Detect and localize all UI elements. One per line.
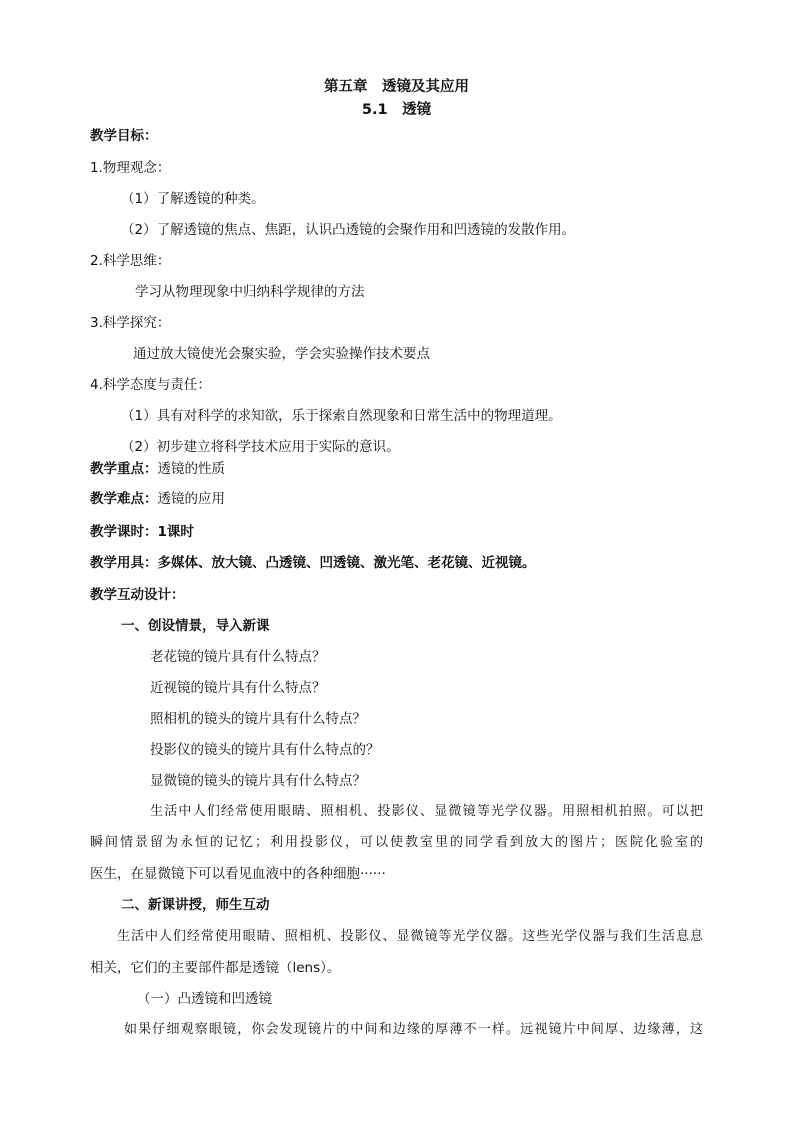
goal-4-item-2: （2）初步建立将科学技术应用于实际的意识。: [121, 439, 400, 455]
key-point: [90, 459, 225, 479]
paragraph-2-line-1: 生活中人们经常使用眼睛、照相机、投影仪、显微镜等光学仪器。这些光学仪器与我们生活息息: [117, 929, 703, 944]
difficult-point-value: 透镜的应用: [157, 491, 225, 507]
key-point-label: 教学重点：: [90, 461, 158, 477]
goals-heading: 教学目标：: [90, 128, 158, 144]
question-2: 近视镜的镜片具有什么特点？: [150, 680, 326, 696]
goal-4-title: 4.科学态度与责任：: [90, 377, 211, 393]
question-3: 照相机的镜头的镜片具有什么特点？: [150, 711, 366, 727]
goal-4-item-1: （1）具有对科学的求知欲，乐于探索自然现象和日常生活中的物理道理。: [121, 408, 562, 424]
part-2-heading: 二、新课讲授，师生互动: [121, 897, 270, 913]
paragraph-2-line-2: 相关，它们的主要部件都是透镜（lens）。: [90, 960, 341, 976]
subsection-1-heading: （一）凸透镜和凹透镜: [137, 991, 272, 1007]
goal-3-text: 通过放大镜使光会聚实验，学会实验操作技术要点: [133, 346, 430, 362]
goal-1-item-1: （1）了解透镜的种类。: [121, 191, 265, 207]
key-point-value: 透镜的性质: [157, 461, 225, 477]
class-hours: 教学课时：1课时: [90, 524, 194, 540]
chapter-title: 第五章 透镜及其应用: [324, 79, 469, 95]
paragraph-1-line-3: 医生，在显微镜下可以看见血液中的各种细胞······: [90, 866, 386, 882]
part-1-heading: 一、创设情景，导入新课: [121, 618, 270, 634]
difficult-point: [90, 489, 225, 509]
paragraph-3-line-1: 如果仔细观察眼镜，你会发现镜片的中间和边缘的厚薄不一样。远视镜片中间厚、边缘薄，这: [124, 1022, 703, 1037]
goal-1-title: 1.物理观念：: [90, 160, 171, 176]
paragraph-1-line-1: 生活中人们经常使用眼睛、照相机、投影仪、显微镜等光学仪器。用照相机拍照。可以把: [150, 804, 703, 819]
section-title: 5.1 透镜: [361, 102, 432, 118]
goal-2-text: 学习从物理现象中归纳科学规律的方法: [135, 284, 365, 300]
teaching-tools: 教学用具：多媒体、放大镜、凸透镜、凹透镜、激光笔、老花镜、近视镜。: [90, 555, 536, 571]
question-1: 老花镜的镜片具有什么特点？: [150, 649, 326, 665]
goal-2-title: 2.科学思维：: [90, 253, 171, 269]
goal-3-title: 3.科学探究：: [90, 315, 171, 331]
question-5: 显微镜的镜头的镜片具有什么特点？: [150, 773, 366, 789]
difficult-point-label: 教学难点：: [90, 491, 158, 507]
paragraph-1-line-2: 瞬间情景留为永恒的记忆；利用投影仪，可以使教室里的同学看到放大的图片；医院化验室的: [90, 835, 703, 850]
goal-1-item-2: （2）了解透镜的焦点、焦距，认识凸透镜的会聚作用和凹透镜的发散作用。: [121, 222, 576, 238]
design-heading: 教学互动设计：: [90, 587, 185, 603]
question-4: 投影仪的镜头的镜片具有什么特点的？: [150, 742, 380, 758]
